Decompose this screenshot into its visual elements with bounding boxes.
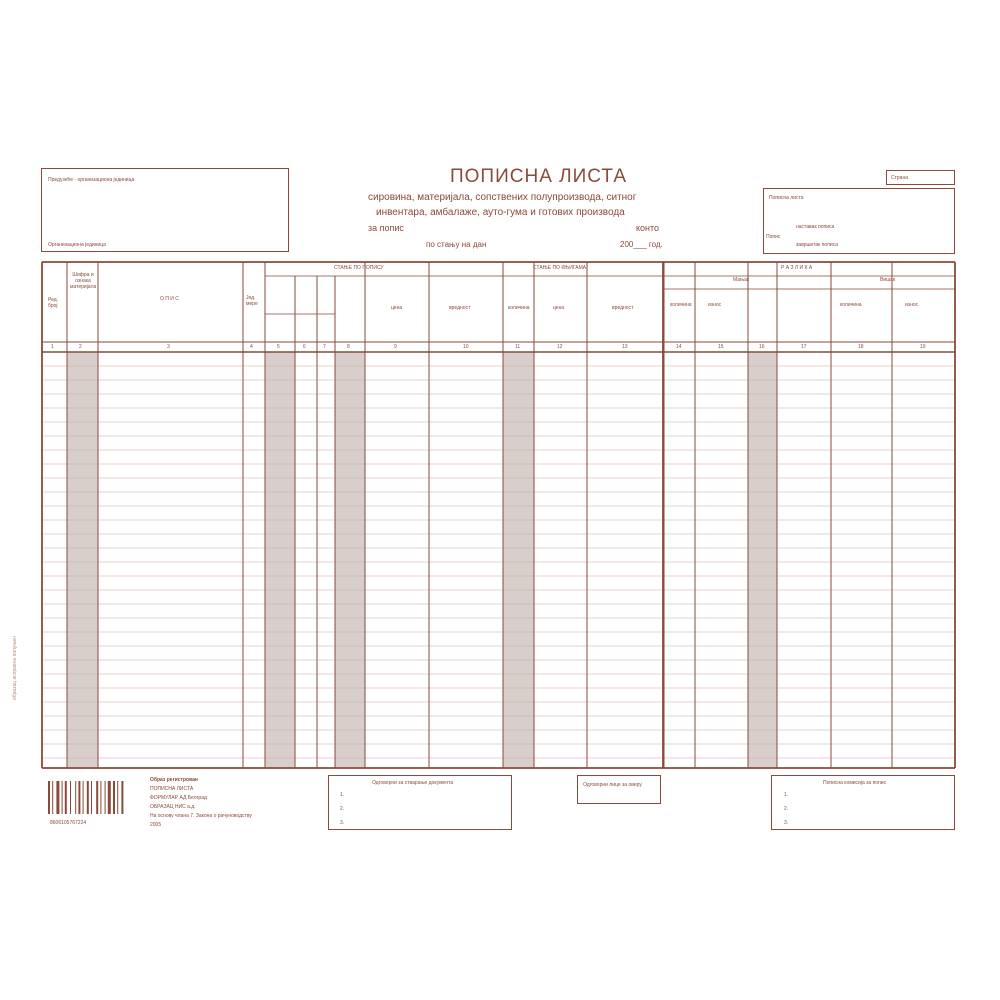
shaded-column-a: [265, 352, 295, 768]
signature-box-3-line-2: 2.: [784, 806, 789, 812]
column-number: 17: [801, 344, 807, 350]
form-title: ПОПИСНА ЛИСТА: [450, 166, 628, 187]
barcode-bar: [117, 781, 118, 814]
barcode-bar: [121, 781, 123, 814]
column-number: 13: [622, 344, 628, 350]
publisher-line-3: ФОРМУЛАР АД Београд: [150, 795, 207, 801]
konto-label: конто: [636, 223, 660, 233]
column-number: 2: [79, 344, 82, 350]
column-number: 8: [347, 344, 350, 350]
col-header-amount-3: износ: [708, 302, 722, 308]
publisher-line-6: 2005: [150, 822, 162, 828]
barcode-bar: [96, 781, 98, 814]
column-number: 7: [323, 344, 326, 350]
barcode-bar: [105, 781, 106, 814]
barcode-bar: [108, 781, 111, 814]
barcode-bar: [65, 781, 67, 814]
column-number: 5: [277, 344, 280, 350]
shaded-column-c: [503, 352, 534, 768]
shaded-column-d: [748, 352, 777, 768]
col-header-amount-4: износ: [905, 302, 919, 308]
column-number: 14: [676, 344, 682, 350]
publisher-line-4: ОБРАЗАЦ НИС а.д.: [150, 804, 196, 810]
barcode-bar: [62, 781, 63, 814]
group-header-per-count: СТАЊЕ ПО ПОПИСУ: [334, 265, 384, 271]
po-stanju-label: по стању на дан: [426, 240, 487, 249]
col-header-qty-2: количина: [508, 305, 530, 311]
col-header-rb: Ред. број: [48, 297, 59, 309]
signature-box-3-line-1: 1.: [784, 792, 789, 798]
subheader-shortage: Мањак: [733, 277, 750, 283]
shaded-column-code: [67, 352, 98, 768]
col-header-price-1: цена: [391, 305, 403, 311]
publisher-line-1: Образ регистрован: [150, 777, 198, 783]
page-number-label: Страна: [891, 175, 909, 181]
barcode-bar: [48, 781, 50, 814]
column-number: 19: [920, 344, 926, 350]
inventory-status-line-1: Пописна листа: [769, 195, 804, 201]
barcode-bar: [113, 781, 115, 814]
column-number: 9: [394, 344, 397, 350]
barcode-bar: [75, 781, 76, 814]
barcode-bar: [83, 781, 84, 814]
column-number: 4: [250, 344, 253, 350]
signature-box-3-title: Пописна комисија за попис: [823, 780, 887, 786]
signature-box-1-line-1: 1.: [340, 792, 345, 798]
inventory-status-line-2: наставак пописа: [796, 224, 835, 230]
publisher-line-2: ПОПИСНА ЛИСТА: [150, 786, 194, 792]
col-header-qty-3: количина: [670, 302, 692, 308]
signature-box-2-title: Одговорни лице за оверу: [583, 782, 642, 788]
col-header-description: О П И С: [160, 296, 179, 302]
column-number: 11: [515, 344, 521, 350]
form-subtitle-line-1: сировина, материјала, сопствених полупроизвода, ситног: [368, 192, 637, 203]
col-header-qty-4: количина: [840, 302, 862, 308]
column-number: 18: [858, 344, 864, 350]
signature-box-1-line-2: 2.: [340, 806, 345, 812]
inventory-status-line-3: завршетак пописа: [796, 242, 838, 248]
col-header-code: Шифра и ознака материјала: [70, 272, 97, 290]
signature-box-1-title: Одговорни за стварање документа: [372, 780, 454, 786]
barcode-bar: [70, 781, 71, 814]
column-number: 1: [51, 344, 54, 350]
barcode-bar: [100, 781, 101, 814]
column-number: 16: [759, 344, 765, 350]
barcode-bar: [56, 781, 59, 814]
barcode-bar: [78, 781, 80, 814]
signature-box-3-line-3: 3.: [784, 820, 789, 826]
column-number: 15: [718, 344, 724, 350]
col-header-value-1: вредност: [449, 305, 471, 311]
barcode-bar: [91, 781, 92, 814]
organization-line-2: Организациона јединица: [48, 242, 106, 248]
signature-box-1-line-3: 3.: [340, 820, 345, 826]
barcode-text: 8606105767224: [50, 820, 87, 826]
year-label: 200___ год.: [620, 240, 663, 249]
column-number: 12: [557, 344, 563, 350]
col-header-unit: Јед. мере: [246, 295, 258, 307]
shaded-column-b: [335, 352, 365, 768]
group-header-per-books: СТАЊЕ ПО КЊИГАМА: [533, 265, 587, 271]
column-number: 10: [463, 344, 469, 350]
organization-line-1: Предузеће - организациона јединица: [48, 177, 135, 183]
group-header-difference: Р А З Л И К А: [781, 265, 813, 271]
side-note: образац исправно попуњен: [12, 636, 18, 700]
subheader-surplus: Вишак: [880, 277, 896, 283]
za-popis-label: за попис: [368, 223, 404, 233]
barcode-bar: [52, 781, 53, 814]
column-number: 6: [303, 344, 306, 350]
barcode-bar: [87, 781, 89, 814]
barcode: [46, 780, 141, 816]
publisher-line-5: На основу члана 7. Закона о рачуноводству: [150, 813, 252, 819]
col-header-value-2: вредност: [612, 305, 634, 311]
col-header-price-2: цена: [553, 305, 565, 311]
form-subtitle-line-2: инвентара, амбалаже, ауто-гума и готових производа: [376, 207, 625, 218]
signature-box-2: [577, 775, 661, 804]
inventory-status-side: Попис: [766, 234, 781, 240]
column-number: 3: [167, 344, 170, 350]
